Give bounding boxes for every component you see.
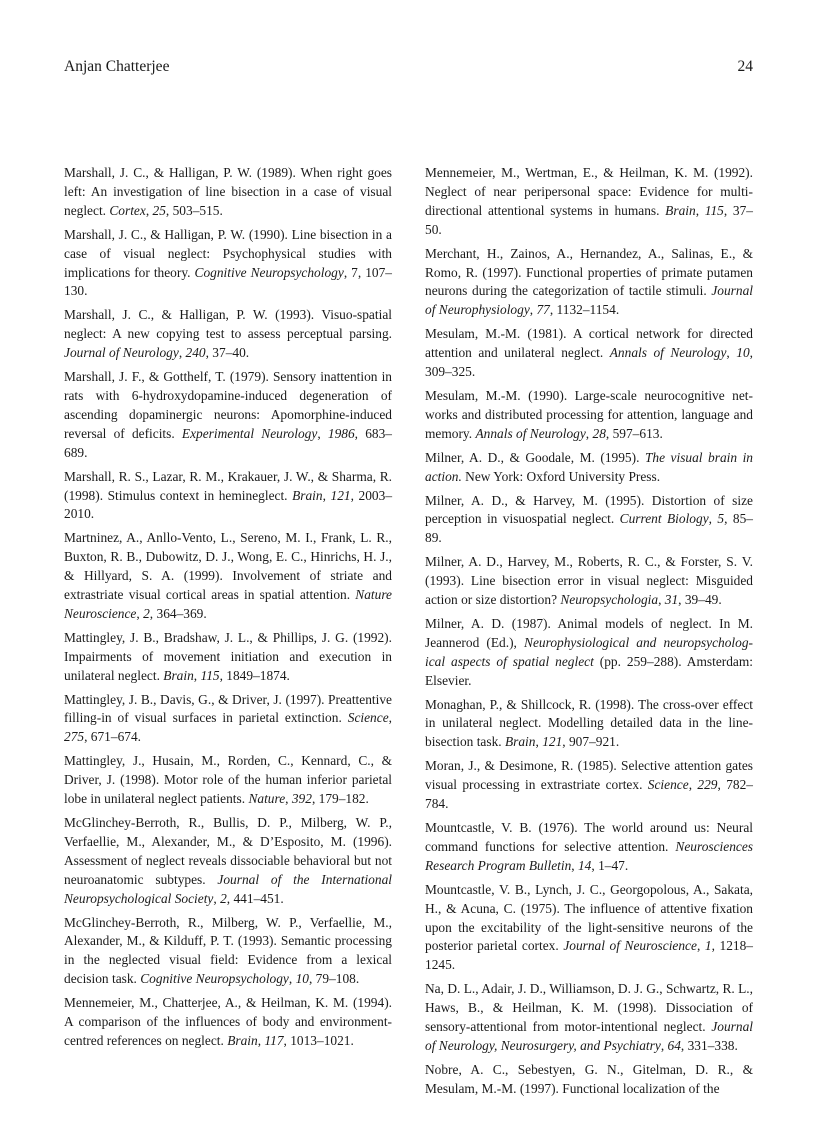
- reference-pages: , 597–613.: [605, 425, 663, 441]
- reference-journal: Brain: [665, 202, 696, 218]
- reference-separator: ,: [571, 857, 578, 873]
- reference-pages: , 2003–2010.: [64, 487, 393, 522]
- reference-volume: 5: [717, 511, 725, 527]
- reference-pages: , 79–108.: [308, 971, 360, 987]
- reference-separator: ,: [388, 710, 392, 726]
- reference-text: Moran, J., & Desimone, R. (1985). Selective attention gates visual processing in extrastriate cortex.: [425, 758, 753, 793]
- reference-volume: 240: [185, 345, 206, 361]
- reference-volume: 14: [577, 857, 592, 873]
- reference-text: Mountcastle, V. B., Lynch, J. C., Georgopolous, A., Sakata, H., & Acuna, C. (1975). The influence of attentive fixation upon the excitability of the light-sensitive neurons of the posterior parietal cortex.: [425, 881, 753, 954]
- reference-text: Marshall, R. S., Lazar, R. M., Krakauer, J. W., & Sharma, R. (1998). Stimulus context in hemineglect.: [64, 468, 392, 503]
- reference-text: Marshall, J. F., & Gotthelf, T. (1979). Sensory inattention in rats with 6-hydroxydopamine-induced degeneration of ascending dopaminergic neurons: Apomorphine-induced reversal of deficits.: [64, 369, 392, 441]
- reference-entry: [425, 1061, 753, 1099]
- reference-text: Mattingley, J. B., Davis, G., & Driver, J. (1997). Preattentive filling-in of visual surfaces in parietal extinction.: [64, 691, 392, 726]
- reference-text: Milner, A. D., & Goodale, M. (1995).: [425, 449, 645, 465]
- reference-separator: ,: [535, 734, 543, 750]
- reference-separator: ,: [585, 425, 593, 441]
- reference-pages: , 1849–1874.: [219, 667, 290, 683]
- reference-entry: [425, 245, 753, 321]
- reference-text: Martninez, A., Anllo-Vento, L., Sereno, M. I., Frank, L. R., Buxton, R. B., Dubowitz, D. J., Wong, E. C., Hinrichs, H. J., & Hillyard, S. A. (1999). Involvement of striate and extrastriate visual cortical areas in spatial attention.: [64, 530, 392, 603]
- reference-volume: 229: [697, 777, 718, 793]
- reference-entry: [64, 914, 392, 990]
- reference-journal: Cortex: [109, 202, 146, 218]
- reference-volume: 392: [291, 791, 312, 807]
- reference-journal: Brain: [504, 734, 536, 750]
- reference-separator: ,: [136, 605, 144, 621]
- reference-text: Marshall, J. C., & Halligan, P. W. (1989). When right goes left: An investigation of line bisection in a case of visual neglect.: [64, 165, 392, 218]
- reference-separator: ,: [317, 425, 328, 441]
- reference-pages: , 671–674.: [84, 729, 142, 745]
- reference-text: McGlinchey-Berroth, R., Bullis, D. P., Milberg, W. P., Verfaellie, M., Alexander, M., & D’Esposito, M. (1996). Assessment of neglect reveals dissociable behavioral but not neuroanatomic subtypes.: [64, 815, 392, 887]
- reference-pages: , 85–89.: [425, 511, 753, 546]
- reference-entry: [64, 468, 392, 525]
- reference-text: Monaghan, P., & Shillcock, R. (1998). The cross-over effect in unilateral neglect. Modelling detailed data in the line-bisection task.: [425, 696, 753, 750]
- reference-text: Mesulam, M.-M. (1981). A cortical network for directed attention and unilateral neglect.: [425, 326, 753, 361]
- reference-separator: ,: [529, 302, 537, 318]
- reference-pages: , 331–338.: [680, 1037, 738, 1053]
- reference-separator: ,: [695, 202, 705, 218]
- reference-journal: Nature: [248, 791, 286, 807]
- reference-journal: Journal of Neurology, Neurosurgery, and Psychiatry: [425, 1019, 753, 1053]
- reference-volume: 115: [200, 667, 220, 683]
- reference-volume: 10: [295, 971, 309, 987]
- reference-volume: 115: [704, 202, 724, 218]
- reference-journal: Cognitive Neuropsychology: [194, 264, 344, 280]
- reference-pages: , 39–49.: [678, 592, 722, 608]
- reference-entry: [425, 757, 753, 814]
- reference-entry: [425, 387, 753, 444]
- reference-journal: Current Biology: [619, 511, 709, 527]
- reference-volume: 77: [536, 302, 550, 318]
- reference-pages: , 683–689.: [64, 425, 392, 460]
- reference-volume: 121: [330, 487, 351, 503]
- reference-separator: ,: [257, 1032, 265, 1048]
- reference-text: Mattingley, J. B., Bradshaw, J. L., & Phillips, J. G. (1992). Impairments of movement initiation and execution in unilateral neglect.: [64, 629, 392, 683]
- reference-entry: [425, 980, 753, 1056]
- reference-pages: 7, 107–130.: [64, 264, 392, 299]
- reference-entry: [425, 325, 753, 382]
- reference-entry: [64, 226, 392, 302]
- reference-separator: ,: [660, 1037, 668, 1053]
- reference-journal: Science: [347, 710, 389, 726]
- reference-entry: [425, 164, 753, 240]
- reference-pages: (pp. 259–288). Amsterdam: Elsevier.: [425, 653, 753, 688]
- reference-text: Milner, A. D. (1987). Animal models of neglect. In M. Jeannerod (Ed.),: [425, 615, 753, 650]
- reference-journal: Nature Neuroscience: [64, 587, 392, 621]
- reference-volume: 275: [64, 729, 85, 745]
- reference-journal: Journal of the International Neuropsychological Society: [64, 871, 392, 906]
- reference-journal: Annals of Neurology: [609, 345, 727, 361]
- reference-entry: [425, 696, 753, 753]
- reference-entry: [64, 752, 392, 809]
- reference-separator: ,: [288, 971, 296, 987]
- reference-text: Mountcastle, V. B. (1976). The world around us: Neural command functions for selective attention.: [425, 820, 753, 854]
- reference-column-left: [64, 164, 392, 1051]
- reference-journal: Neurosciences Research Program Bulletin: [425, 838, 753, 873]
- reference-text: Mesulam, M.-M. (1990). Large-scale neurocognitive networks and distributed processing for attention, language and memory.: [425, 387, 753, 441]
- reference-volume: 1: [704, 938, 712, 954]
- reference-journal: Journal of Neurology: [64, 345, 179, 361]
- reference-entry: [64, 529, 392, 624]
- reference-separator: ,: [178, 345, 186, 361]
- reference-text: McGlinchey-Berroth, R., Milberg, W. P., Verfaellie, M., Alexander, M., & Kilduff, P. T. (1993). Semantic processing in the neglected visual field: Evidence from a lexical decision task.: [64, 914, 392, 987]
- reference-text: Mennemeier, M., Chatterjee, A., & Heilman, K. M. (1994). A comparison of the influences of body and environment-centred references on neglect.: [64, 995, 392, 1048]
- reference-entry: [425, 615, 753, 691]
- reference-pages: , 37–40.: [205, 345, 250, 361]
- page-number: 24: [737, 58, 753, 75]
- reference-pages: , 503–515.: [165, 202, 223, 218]
- reference-entry: [64, 691, 392, 748]
- reference-journal: Journal of Neuroscience: [563, 938, 697, 954]
- reference-entry: [425, 492, 753, 549]
- reference-entry: [425, 449, 753, 487]
- reference-text: Marshall, J. C., & Halligan, P. W. (1990). Line bisection in a case of visual neglect: Psychophysical studies with implications for theory.: [64, 226, 392, 280]
- running-header: [64, 58, 753, 82]
- reference-entry: [64, 814, 392, 909]
- reference-entry: [64, 994, 392, 1051]
- reference-journal: Annals of Neurology: [475, 425, 586, 441]
- reference-pages: , 1132–1154.: [549, 302, 620, 318]
- reference-journal: Experimental Neurology: [181, 425, 318, 441]
- reference-volume: 2: [220, 890, 227, 906]
- reference-text: Milner, A. D., Harvey, M., Roberts, R. C., & Forster, S. V. (1993). Line bisection error in visual neglect: Misguided action or size distortion?: [425, 554, 753, 608]
- reference-journal: Science: [647, 777, 689, 793]
- reference-pages: New York: Oxford University Press.: [461, 468, 661, 484]
- reference-separator: ,: [285, 791, 292, 807]
- reference-entry: [425, 553, 753, 610]
- reference-volume: 25: [152, 202, 166, 218]
- reference-volume: 31: [664, 592, 679, 608]
- reference-journal: The visual brain in action.: [425, 449, 753, 484]
- reference-pages: , 37–50.: [425, 202, 753, 237]
- reference-volume: 28: [592, 425, 606, 441]
- reference-text: Na, D. L., Adair, J. D., Williamson, D. J. G., Schwartz, R. L., Haws, B., & Heilman, K. M. (1998). Dissociation of sensory-attentional from motor-intentional neglect.: [425, 981, 753, 1035]
- reference-entry: [425, 881, 753, 976]
- reference-pages: , 1013–1021.: [283, 1032, 354, 1048]
- reference-journal: Brain: [227, 1032, 258, 1048]
- reference-journal: Neuropsychologia: [560, 592, 659, 608]
- reference-text: Marshall, J. C., & Halligan, P. W. (1993). Visuo-spatial neglect: A new copying test to assess perceptual parsing.: [64, 307, 392, 342]
- reference-pages: , 1–47.: [591, 857, 629, 873]
- reference-volume: 10: [736, 345, 750, 361]
- reference-pages: , 364–369.: [149, 605, 207, 621]
- reference-volume: 2: [143, 605, 150, 621]
- reference-pages: , 1218–1245.: [425, 938, 753, 973]
- reference-journal: Brain: [163, 667, 194, 683]
- reference-entry: [64, 306, 392, 363]
- reference-pages: , 782–784.: [425, 777, 753, 812]
- reference-pages: , 907–921.: [562, 734, 620, 750]
- reference-pages: , 179–182.: [311, 791, 369, 807]
- reference-journal: Cognitive Neuropsychology: [140, 971, 289, 987]
- reference-volume: 121: [542, 734, 563, 750]
- reference-separator: ,: [145, 202, 153, 218]
- reference-text: Milner, A. D., & Harvey, M. (1995). Distortion of size perception in visuospatial neglect.: [425, 492, 753, 527]
- reference-separator: ,: [726, 345, 737, 361]
- reference-entry: [64, 629, 392, 686]
- running-header-author: Anjan Chatterjee: [64, 58, 170, 75]
- reference-pages: , 441–451.: [226, 890, 284, 906]
- reference-volume: 64: [667, 1037, 681, 1053]
- reference-entry: [425, 819, 753, 876]
- reference-journal: Brain: [292, 487, 323, 503]
- reference-text: Mennemeier, M., Wertman, E., & Heilman, K. M. (1992). Neglect of near peripersonal space: Evidence for multidirectional attentional systems in humans.: [425, 165, 753, 218]
- reference-pages: , 309–325.: [425, 345, 754, 380]
- reference-volume: 1986: [327, 425, 355, 441]
- reference-text: Nobre, A. C., Sebestyen, G. N., Gitelman, D. R., & Mesulam, M.-M. (1997). Functional localization of the: [425, 1061, 753, 1096]
- reference-entry: [64, 164, 392, 221]
- reference-volume: 117: [264, 1032, 284, 1048]
- reference-separator: ,: [708, 511, 718, 527]
- reference-separator: ,: [658, 592, 665, 608]
- reference-text: Mattingley, J., Husain, M., Rorden, C., Kennard, C., & Driver, J. (1998). Motor role of the human inferior parietal lobe in unilateral neglect patients.: [64, 753, 392, 807]
- reference-entry: [64, 368, 392, 463]
- reference-separator: ,: [696, 938, 705, 954]
- reference-text: Merchant, H., Zainos, A., Hernandez, A., Salinas, E., & Romo, R. (1997). Functional properties of primate putamen neurons during the categorization of tactile stimuli.: [425, 245, 753, 299]
- reference-journal: Journal of Neurophysiology: [425, 283, 753, 318]
- reference-separator: ,: [193, 667, 201, 683]
- reference-separator: ,: [688, 777, 698, 793]
- reference-separator: ,: [322, 487, 331, 503]
- reference-separator: ,: [343, 264, 352, 280]
- reference-separator: ,: [213, 890, 221, 906]
- reference-journal: Neurophysiological and neuropsychological aspects of spatial neglect: [425, 634, 754, 669]
- reference-column-right: [425, 164, 753, 1099]
